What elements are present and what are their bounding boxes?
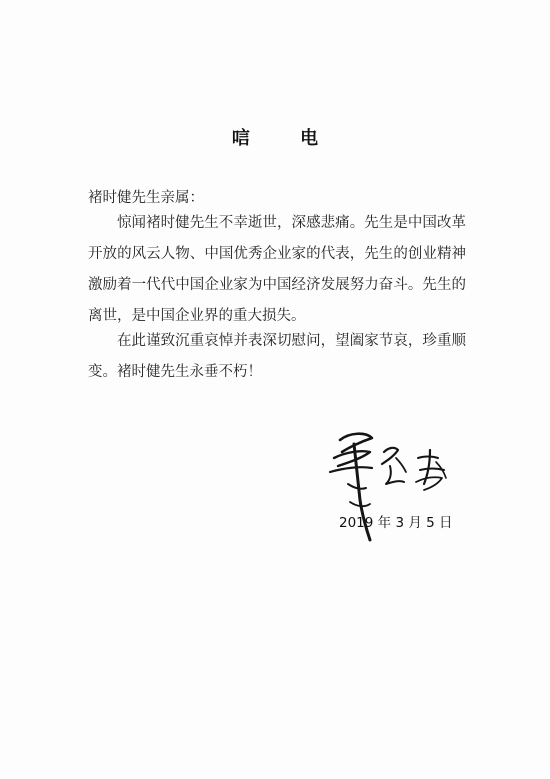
letter-title: 唁 电 xyxy=(231,128,341,149)
letter-salutation: 褚时健先生亲属： xyxy=(88,190,204,206)
letter-date: 2019 年 3 月 5 日 xyxy=(339,515,453,531)
letter-paragraph: 惊闻褚时健先生不幸逝世，深感悲痛。先生是中国改革开放的风云人物、中国优秀企业家的代表，先生的创业精神激励着一代代中国企业家为中国经济发展努力奋斗。先生的离世，是中国企业界的重大损失。 xyxy=(88,215,466,324)
letter-paragraph: 在此谨致沉重哀悼并表深切慰问，望阖家节哀，珍重顺变。 xyxy=(88,333,466,380)
letter-paragraph: 褚时健先生永垂不朽！ xyxy=(117,364,262,380)
